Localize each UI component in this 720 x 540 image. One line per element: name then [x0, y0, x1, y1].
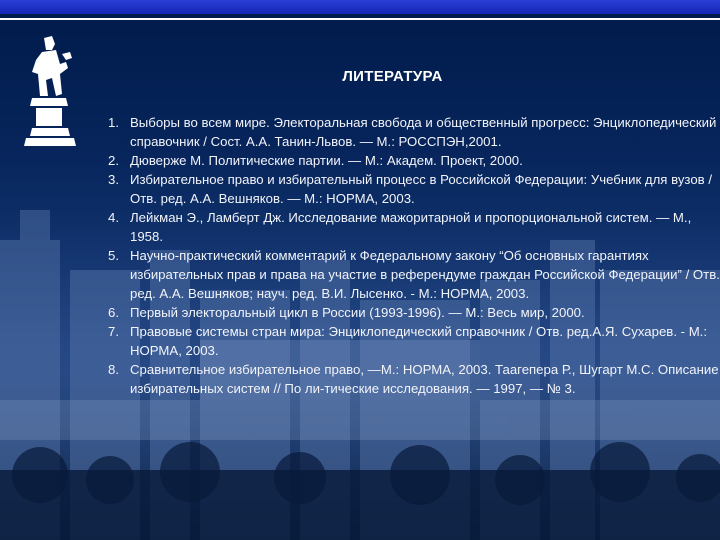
top-bar: [0, 0, 720, 14]
list-item: [108, 246, 720, 303]
list-item: [108, 113, 720, 151]
slide-title: ЛИТЕРАТУРА: [342, 68, 443, 85]
list-item: [108, 303, 720, 322]
list-item-text: Дюверже М. Политические партии. — М.: Академ. Проект, 2000.: [130, 153, 523, 168]
list-item: [108, 151, 720, 170]
top-divider: [0, 18, 720, 20]
list-item: [108, 170, 720, 208]
list-item-text: Первый электоральный цикл в России (1993-1996). — М.: Весь мир, 2000.: [130, 305, 585, 320]
list-item-number: 6.: [108, 305, 119, 320]
list-item-number: 3.: [108, 172, 119, 187]
list-item-number: 8.: [108, 362, 119, 377]
list-item-text: Лейкман Э., Ламберт Дж. Исследование мажоритарной и пропорциональной систем. — М., 1958.: [130, 210, 692, 244]
reference-list: [108, 113, 720, 398]
monument-logo-icon: [22, 34, 78, 150]
list-item-number: 2.: [108, 153, 119, 168]
list-item-text: Избирательное право и избирательный процесс в Российской Федерации: Учебник для вузов / Отв. ред. А.А. Вешняков. — М.: НОРМА, 2003.: [130, 172, 712, 206]
list-item-text: Сравнительное избирательное право, —М.: НОРМА, 2003. Таагепера Р., Шугарт М.С. Описание избирательных систем // По ли-тические исследования. — 1997, — № 3.: [130, 362, 719, 396]
list-item-text: Правовые системы стран мира: Энциклопедический справочник / Отв. ред.А.Я. Сухарев. - М.: НОРМА, 2003.: [130, 324, 708, 358]
list-item-number: 1.: [108, 115, 119, 130]
list-item-number: 4.: [108, 210, 119, 225]
list-item-text: Научно-практический комментарий к Федеральному закону “Об основных гарантиях избирательных прав и права на участие в референдуме граждан Российской Федерации” / Отв. ред. А.А. Вешняков; науч. ред. В.И. Лысенко. - М.: НОРМА, 2003.: [130, 248, 720, 301]
list-item-number: 5.: [108, 248, 119, 263]
list-item: [108, 322, 720, 360]
list-item-text: Выборы во всем мире. Электоральная свобода и общественный прогресс: Энциклопедический справочник / Сост. А.А. Танин-Львов. — М.: РОССПЭН,2001.: [130, 115, 717, 149]
list-item: [108, 208, 720, 246]
list-item-number: 7.: [108, 324, 119, 339]
list-item: [108, 360, 720, 398]
